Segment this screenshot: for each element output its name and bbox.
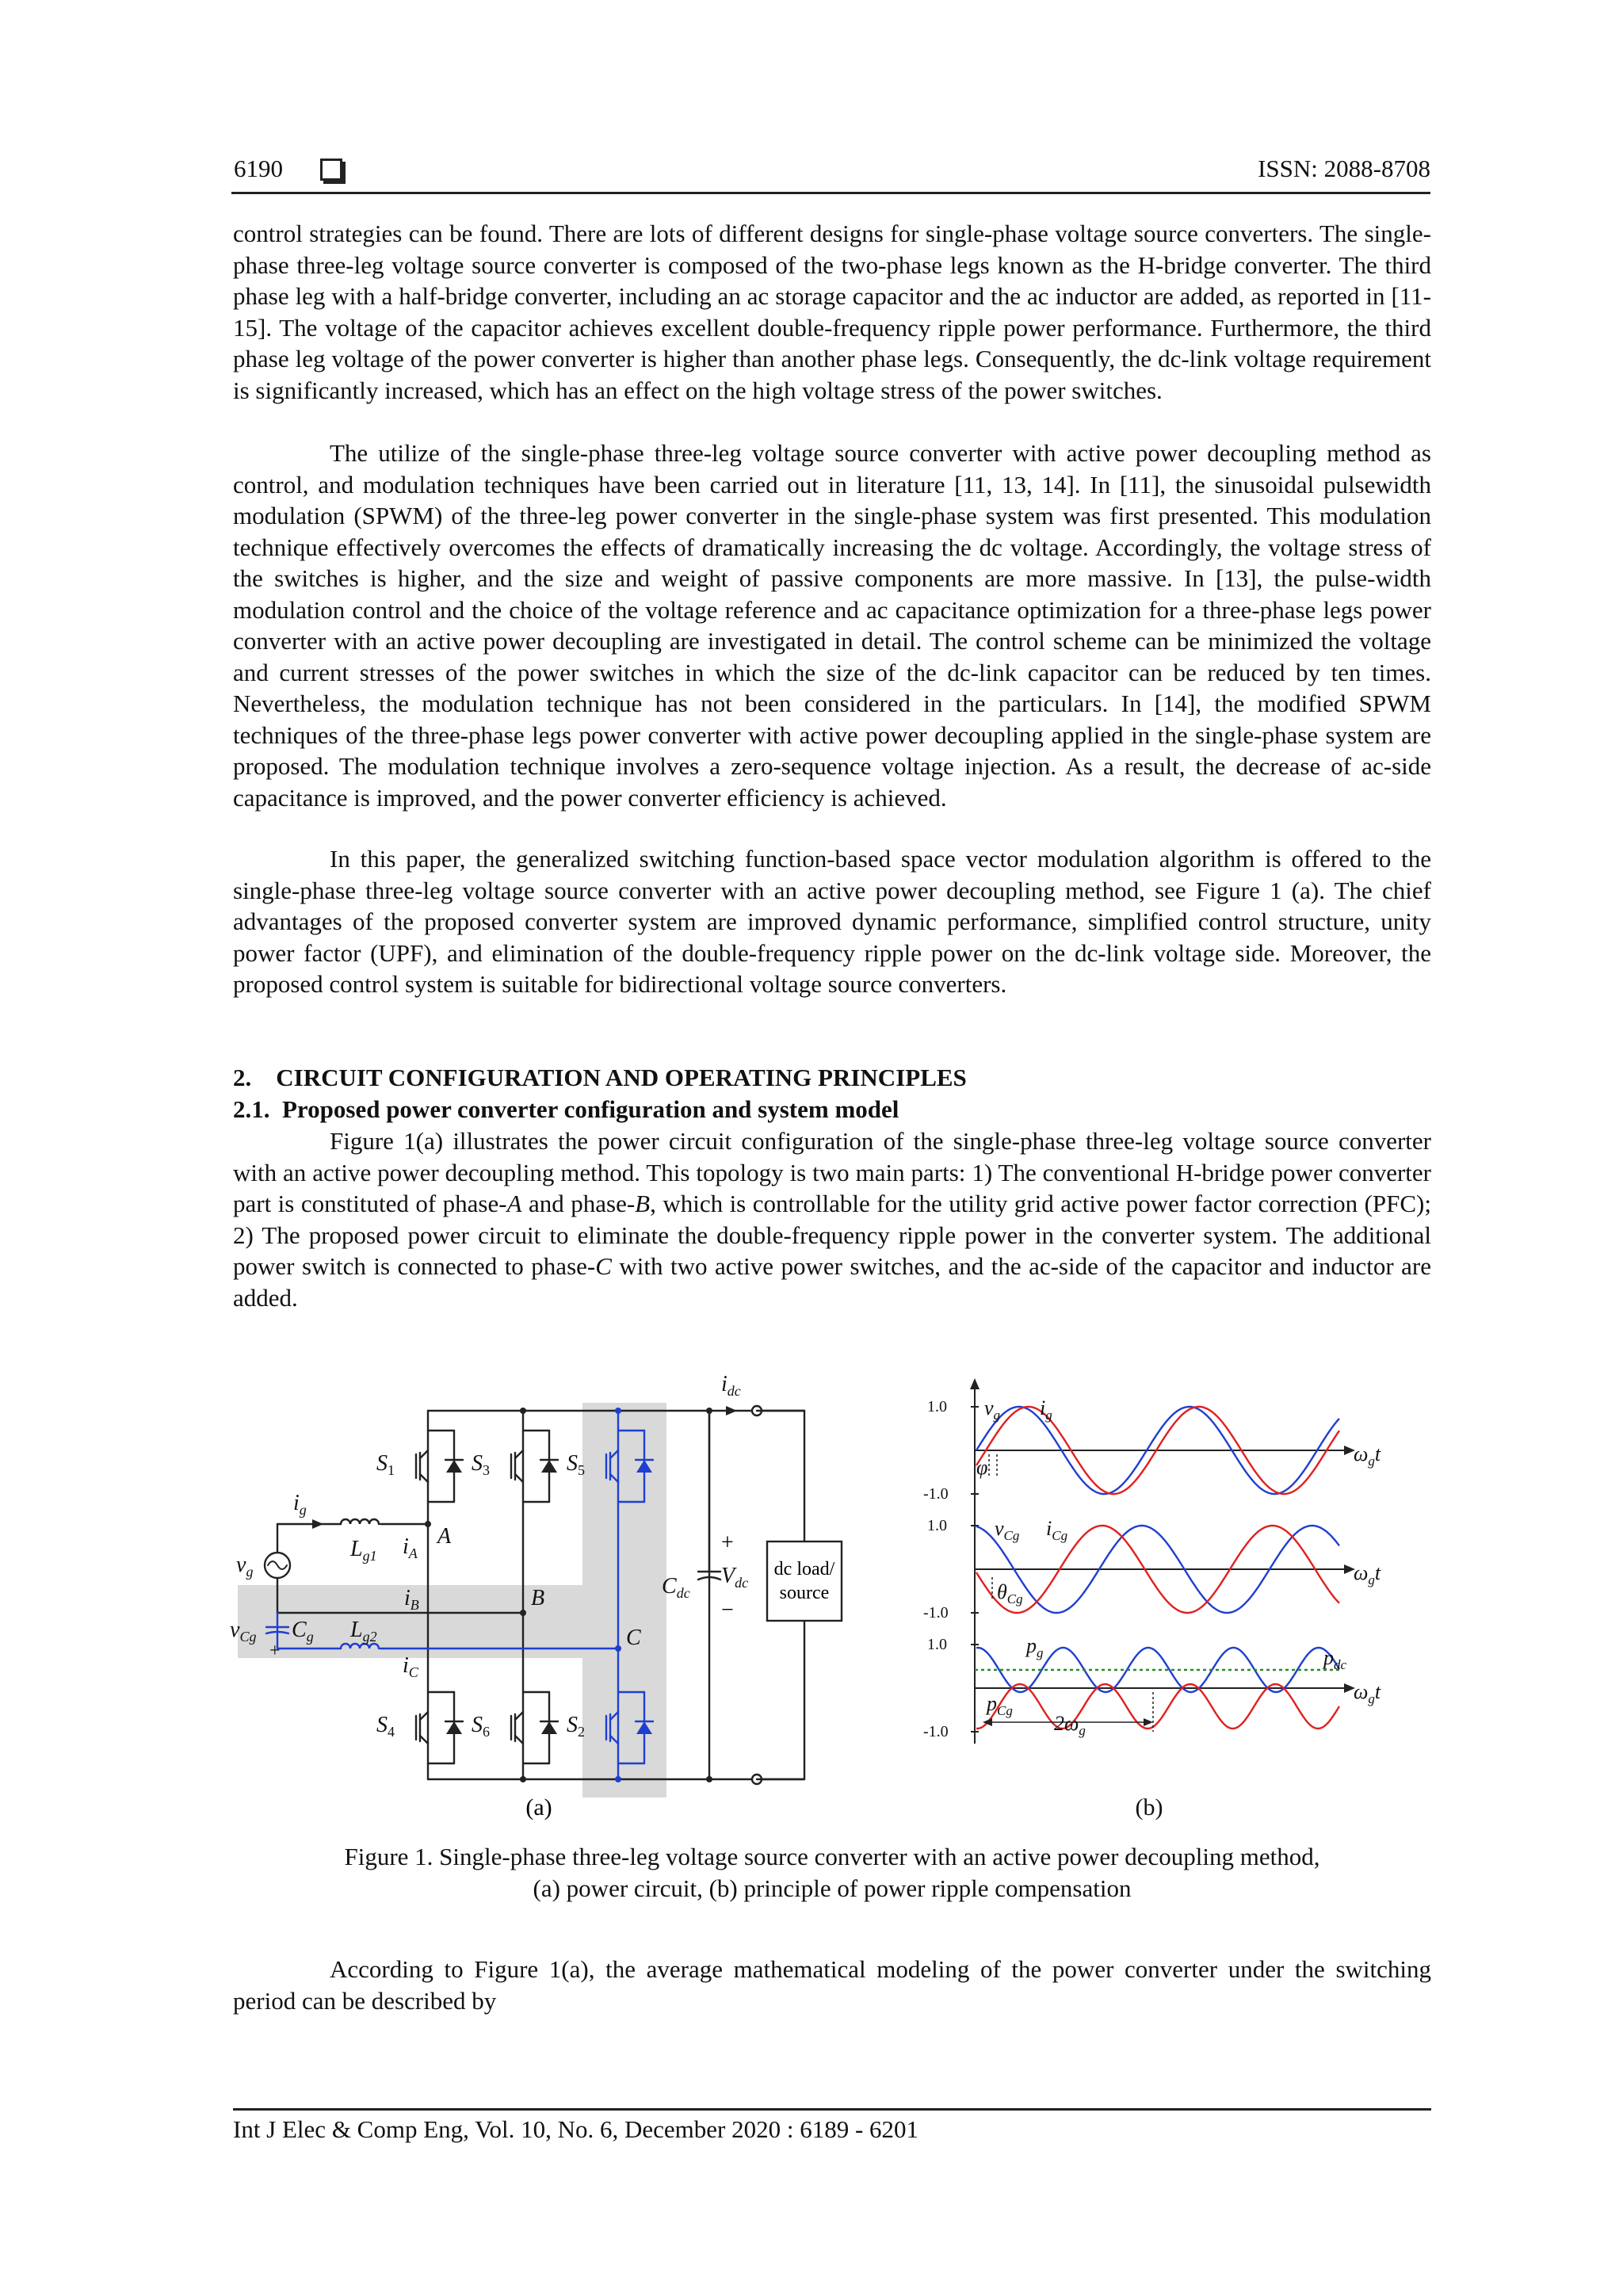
wf3-ytop: 1.0: [927, 1636, 947, 1653]
label-ig: $i_g$: [293, 1491, 307, 1518]
label-s3: $S_3$: [472, 1451, 490, 1478]
label-a: (a): [525, 1794, 552, 1820]
label-vcg: $v_{Cg}$: [230, 1618, 257, 1645]
idc-arrow-icon: [726, 1406, 737, 1415]
switch-s1-icon: [416, 1450, 463, 1482]
paragraph-1: control strategies can be found. There are lots of different designs for single-phase voltage source converters. The single-phase three-leg voltage source converter is composed of the two-phase legs known as the H-bridge converter. The third phase leg with a half-bridge converter, including an ac storage capacitor and the ac inductor are added, as reported in [11-15]. The voltage of the capacitor achieves excellent double-frequency ripple power performance. Furthermore, the third phase leg voltage of the power converter is higher than another phase legs. Consequently, the dc-link voltage requirement is significantly increased, which has an effect on the high voltage stress of the power switches.: [233, 220, 1431, 404]
wf-label-omega-t-3: $\omega_gt$: [1354, 1680, 1381, 1706]
wf-label-pcg: $p_{Cg}$: [987, 1692, 1013, 1718]
label-lg1: $L_{g1}$: [350, 1537, 377, 1564]
label-s1: $S_1$: [376, 1451, 395, 1478]
label-cg-plus: +: [269, 1641, 281, 1661]
issn: ISSN: 2088-8708: [1258, 155, 1430, 182]
label-node-c: C: [626, 1626, 641, 1650]
wf-label-omega-t-1: $\omega_gt$: [1354, 1442, 1381, 1469]
label-s5: $S_5$: [567, 1451, 585, 1478]
label-cg: $C_g$: [292, 1618, 314, 1645]
wf-label-theta: $\theta_{Cg}$: [997, 1580, 1023, 1606]
wf-label-phi: φ: [976, 1456, 988, 1479]
header-square-icon: [320, 159, 342, 181]
wf2-ybottom: -1.0: [923, 1604, 949, 1622]
load-label-1: dc load/: [773, 1559, 835, 1580]
wf3-ybottom: -1.0: [923, 1723, 949, 1740]
dc-link-capacitor-icon: [698, 1411, 720, 1580]
label-node-b: B: [531, 1586, 545, 1610]
label-vg: $v_g$: [236, 1553, 254, 1580]
label-b: (b): [1135, 1794, 1163, 1820]
wf-label-vcg: $v_{Cg}$: [995, 1517, 1020, 1543]
paragraph-3: In this paper, the generalized switching function-based space vector modulation algorithm is offered to the single-phase three-leg voltage source converter with an active power decoupling method, see Figure 1 (a). The chief advantages of the proposed converter system are improved dynamic performance, simplified control structure, unity power factor (UPF), and elimination of the double-frequency ripple power on the dc-link voltage side. Moreover, the proposed control system is suitable for bidirectional voltage source converters.: [233, 845, 1431, 998]
label-node-a: A: [437, 1524, 452, 1549]
label-plus: +: [721, 1530, 734, 1555]
figure-1-svg: [230, 1375, 1442, 1827]
dc-load-box: [767, 1541, 842, 1621]
wf-label-vg: $v_g$: [984, 1396, 1001, 1423]
wf-label-icg: $i_{Cg}$: [1046, 1517, 1068, 1543]
wf-label-2omega: $2\omega_g$: [1054, 1712, 1086, 1738]
switch-s6-icon: [511, 1712, 558, 1744]
page-header: [231, 152, 1430, 194]
ig-arrow-icon: [312, 1519, 323, 1529]
figure-1: [230, 1375, 1442, 1827]
section-paragraph: Figure 1(a) illustrates the power circuit configuration of the single-phase three-leg voltage source converter with an active power decoupling method. This topology is two main parts: 1) The conventional H-bridge power converter part is constituted of phase-A and phase-B, which is controllable for the utility grid active power factor correction (PFC); 2) The proposed power circuit to eliminate the double-frequency ripple power in the converter system. The additional power switch is connected to phase-C with two active power switches, and the ac-side of the capacitor and inductor are added.: [233, 1127, 1431, 1312]
wf1-ybottom: -1.0: [923, 1485, 949, 1503]
label-ic: $i_C$: [403, 1653, 418, 1680]
section-heading: 2. CIRCUIT CONFIGURATION AND OPERATING PRINCIPLES: [233, 1064, 967, 1091]
wf-label-pdc: $p_{dc}$: [1323, 1646, 1347, 1672]
subsection-heading: 2.1. Proposed power converter configuration and system model: [233, 1095, 899, 1123]
waveform-diagram: [923, 1378, 1381, 1820]
caption-line-2: (a) power circuit, (b) principle of power ripple compensation: [533, 1874, 1132, 1902]
page-number: 6190: [234, 155, 283, 182]
wf-label-pg: $p_g$: [1026, 1634, 1044, 1660]
label-minus: −: [721, 1598, 734, 1622]
wf-label-omega-t-2: $\omega_gt$: [1354, 1561, 1381, 1587]
label-ib: $i_B$: [404, 1586, 419, 1613]
label-ia: $i_A$: [403, 1534, 418, 1561]
label-s4: $S_4$: [376, 1713, 395, 1740]
label-s2: $S_2$: [567, 1713, 585, 1740]
label-vdc: $V_{dc}$: [721, 1564, 749, 1591]
label-s6: $S_6$: [472, 1713, 490, 1740]
switch-s4-icon: [416, 1712, 463, 1744]
load-label-2: source: [779, 1583, 830, 1603]
wf2-ytop: 1.0: [927, 1517, 947, 1534]
caption-line-1: Figure 1. Single-phase three-leg voltage source converter with an active power decoupling method,: [344, 1843, 1320, 1870]
label-idc: $i_{dc}$: [721, 1375, 741, 1399]
label-cdc: $C_{dc}$: [662, 1574, 690, 1601]
label-lg2: $L_{g2}$: [350, 1618, 377, 1645]
footer-text: Int J Elec & Comp Eng, Vol. 10, No. 6, December 2020 : 6189 - 6201: [233, 2115, 919, 2143]
page-footer: [233, 2108, 1431, 2144]
switch-s3-icon: [511, 1450, 558, 1482]
paragraph-2: The utilize of the single-phase three-leg voltage source converter with active power decoupling method as control, and modulation techniques have been carried out in literature [11, 13, 14]. In [11], the sinusoidal pulsewidth modulation (SPWM) of the three-leg power converter in the single-phase system was first presented. This modulation technique effectively overcomes the effects of dramatically increasing the dc voltage. Accordingly, the voltage stress of the switches is higher, and the size and weight of passive components are more massive. In [13], the pulse-width modulation control and the choice of the voltage reference and ac capacitance optimization for a three-phase legs power converter with an active power decoupling are investigated in detail. The control scheme can be minimized the voltage and current stresses of the power switches in which the size of the dc-link capacitor can be reduced by ten times. Nevertheless, the modulation technique has not been considered in the particulars. In [14], the modified SPWM techniques of the three-phase legs power converter with active power decoupling applied in the single-phase system are proposed. The modulation technique involves a zero-sequence voltage injection. As a result, the decrease of ac-side capacitance is improved, and the power converter efficiency is achieved.: [233, 439, 1431, 812]
circuit-diagram: [230, 1375, 842, 1820]
wf-label-ig: $i_g$: [1040, 1396, 1052, 1423]
figure-caption: [233, 1841, 1431, 1904]
closing-paragraph: According to Figure 1(a), the average mathematical modeling of the power converter under the switching period can be described by: [233, 1955, 1431, 2015]
wf1-ytop: 1.0: [927, 1398, 947, 1415]
